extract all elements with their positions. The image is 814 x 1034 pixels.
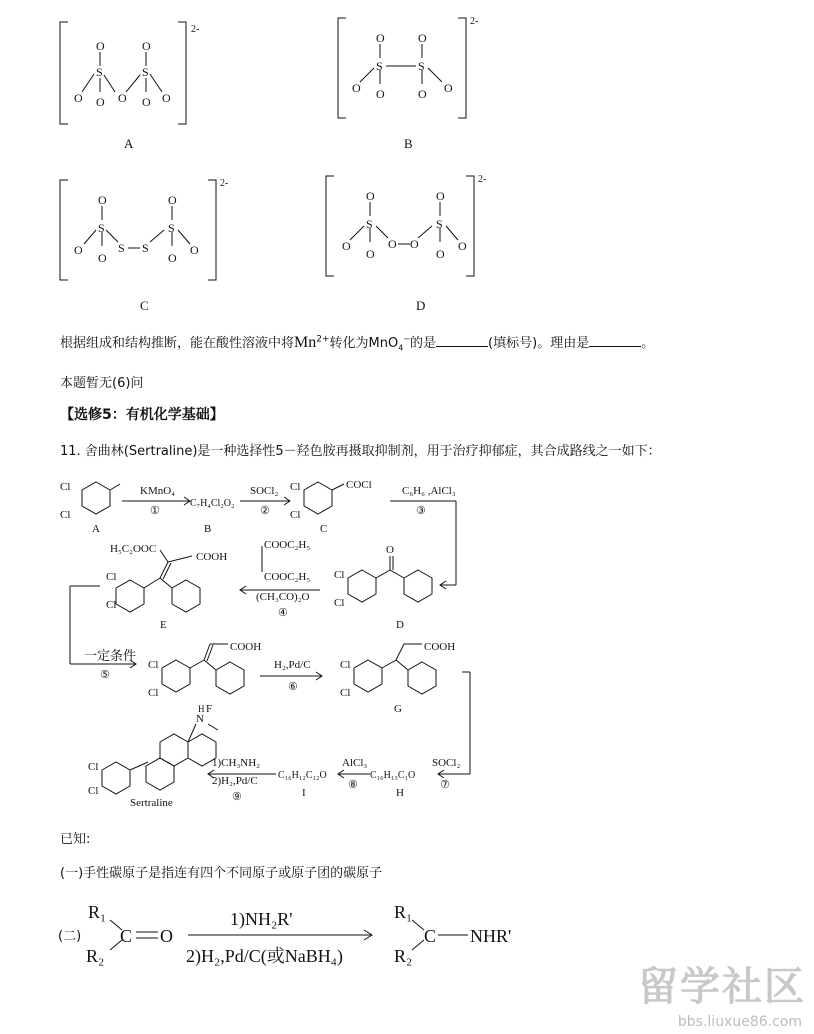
reagent-2: SOCl₂ <box>250 485 279 497</box>
answer-blank-1[interactable] <box>436 334 488 347</box>
label-C: C <box>140 298 149 313</box>
compound-label-B: B <box>204 523 212 535</box>
step-3: ③ <box>416 505 426 517</box>
mn-ion: Mn <box>294 334 317 351</box>
sertraline-label: Sertraline <box>130 797 173 809</box>
step-4: ④ <box>278 607 288 619</box>
compound-label-H: H <box>396 787 404 799</box>
ester-2: COOC₂H₅ <box>264 571 311 583</box>
label-B: B <box>404 136 413 151</box>
reagent-9b: 2)H₂,Pd/C <box>212 775 258 787</box>
question-prefix: 根据组成和结构推断，能在酸性溶液中将 <box>60 336 295 351</box>
cl-label: Cl <box>334 597 345 609</box>
compound-label-I: I <box>302 787 306 799</box>
cl-label: Cl <box>106 571 117 583</box>
atom-O: O <box>444 81 453 95</box>
atom-S: S <box>366 217 373 231</box>
atom-O: O <box>376 31 385 45</box>
atom-O: O <box>74 243 83 257</box>
atom-S: S <box>96 65 103 79</box>
reagent-1: KMnO₄ <box>140 485 176 497</box>
formula-I: C₁₆H₁₂C₁₂O <box>278 770 327 781</box>
ester-1: COOC₂H₅ <box>264 539 311 551</box>
atom-O: O <box>74 91 83 105</box>
atom-O: O <box>190 243 199 257</box>
cl-label: Cl <box>148 659 159 671</box>
atom-O: O <box>388 237 397 251</box>
step-7: ⑦ <box>440 779 450 791</box>
carbonyl-O: O <box>386 544 394 556</box>
ester-E: H₅C₂OOC <box>110 543 157 555</box>
cl-label: Cl <box>340 687 351 699</box>
amine-N: N <box>196 713 204 725</box>
atom-O: O <box>142 95 151 109</box>
section-title: 【选修5：有机化学基础】 <box>60 407 224 423</box>
atom-O: O <box>342 239 351 253</box>
cl-label: Cl <box>290 509 301 521</box>
reagent-3: C₆H₆ ,AlCl₃ <box>402 485 456 497</box>
atom-O: O <box>162 91 171 105</box>
cooh-G: COOH <box>424 641 456 653</box>
step-9: ⑨ <box>232 791 242 803</box>
watermark-logo: 留学社区 <box>638 964 806 1010</box>
structure-B <box>338 18 466 118</box>
note-text: 本题暂无(6)问 <box>60 376 144 391</box>
compound-label-E: E <box>160 619 167 631</box>
r2-group: R₂ <box>86 946 105 966</box>
atom-S: S <box>142 65 149 79</box>
compound-label-C: C <box>320 523 328 535</box>
carbon-C: C <box>120 926 133 946</box>
watermark-url: bbs.liuxue86.com <box>677 1014 802 1030</box>
atom-O: O <box>168 193 177 207</box>
step-1: ① <box>150 505 160 517</box>
cl-label: Cl <box>60 481 71 493</box>
question-line <box>60 332 654 353</box>
atom-O: O <box>168 251 177 265</box>
known-heading: 已知: <box>60 832 91 847</box>
cl-label: Cl <box>60 509 71 521</box>
step-8: ⑧ <box>348 779 358 791</box>
cooh-E: COOH <box>196 551 228 563</box>
atom-O: O <box>98 193 107 207</box>
reagent-7: SOCl₂ <box>432 757 461 769</box>
atom-O: O <box>366 247 375 261</box>
step-6: ⑥ <box>288 681 298 693</box>
answer-blank-2[interactable] <box>589 334 641 347</box>
step-5: ⑤ <box>100 669 110 681</box>
atom-O: O <box>418 87 427 101</box>
atom-O: O <box>96 39 105 53</box>
cooh-F: COOH <box>230 641 262 653</box>
mn-charge: 2+ <box>316 334 330 345</box>
compound-label-A: A <box>92 523 100 535</box>
question-middle: 转化为MnO <box>329 336 399 351</box>
reagent-8: AlCl₃ <box>342 757 368 769</box>
reagent-6: H₂,Pd/C <box>274 659 311 671</box>
atom-O: O <box>142 39 151 53</box>
r1-group: R₁ <box>88 902 107 922</box>
compound-label-F: F <box>206 703 213 715</box>
structure-A <box>60 22 186 124</box>
atom-O: O <box>96 95 105 109</box>
amine-H: H <box>198 704 205 714</box>
structure-C <box>60 180 216 280</box>
question-end: 。 <box>641 336 655 351</box>
r2-group: R₂ <box>394 946 413 966</box>
charge-B: 2- <box>470 16 479 27</box>
oxygen-O: O <box>160 926 173 946</box>
atom-O: O <box>376 87 385 101</box>
known-1: (⼀)手性碳原子是指连有四个不同原子或原子团的碳原子 <box>60 866 383 881</box>
reagent-9a: 1)CH₃NH₂ <box>212 757 261 769</box>
atom-O: O <box>436 247 445 261</box>
charge-D: 2- <box>478 174 487 185</box>
label-A: A <box>124 136 134 151</box>
atom-S: S <box>168 221 175 235</box>
label-D: D <box>416 298 426 313</box>
mno-superscript: − <box>403 334 411 344</box>
r1-group: R₁ <box>394 902 413 922</box>
reagent-5: 一定条件 <box>84 649 137 664</box>
atom-S: S <box>376 59 383 73</box>
atom-O: O <box>98 251 107 265</box>
atom-S: S <box>118 241 125 255</box>
cocl-group: COCl <box>346 479 372 491</box>
cl-label: Cl <box>148 687 159 699</box>
atom-O: O <box>410 237 419 251</box>
known2-tag: (⼆) <box>58 929 82 944</box>
question-suffix2: (填标号)。理由是 <box>488 336 590 351</box>
atom-O: O <box>436 189 445 203</box>
atom-S: S <box>436 217 443 231</box>
question-11: 11. 舍曲林(Sertraline)是一种选择性5－羟色胺再摄取抑制剂，用于治疗抑郁症，其合成路线之一如下： <box>60 444 661 459</box>
charge-C: 2- <box>220 178 229 189</box>
condition-2: 2)H₂,Pd/C(或NaBH₄) <box>186 946 344 966</box>
compound-label-D: D <box>396 619 404 631</box>
question-suffix1: 的是 <box>410 336 437 351</box>
atom-S: S <box>98 221 105 235</box>
step-2: ② <box>260 505 270 517</box>
atom-O: O <box>418 31 427 45</box>
atom-O: O <box>366 189 375 203</box>
reagent-4: (CH₃CO)₂O <box>256 591 310 603</box>
atom-O: O <box>352 81 361 95</box>
cl-label: Cl <box>88 785 99 797</box>
cl-label: Cl <box>106 599 117 611</box>
formula-B: C₇H₄Cl₂O₂ <box>190 498 235 509</box>
compound-label-G: G <box>394 703 402 715</box>
atom-O: O <box>118 91 127 105</box>
charge-A: 2- <box>191 24 200 35</box>
condition-1: 1)NH₂R' <box>230 909 293 929</box>
carbon-C: C <box>424 926 437 946</box>
nhr-group: NHR' <box>470 926 512 946</box>
atom-S: S <box>418 59 425 73</box>
atom-S: S <box>142 241 149 255</box>
cl-label: Cl <box>88 761 99 773</box>
structure-D <box>326 176 474 276</box>
formula-H: C₁₆H₁₃C₁O <box>370 770 416 781</box>
cl-label: Cl <box>334 569 345 581</box>
mno-subscript: 4 <box>398 343 404 353</box>
atom-O: O <box>458 239 467 253</box>
cl-label: Cl <box>340 659 351 671</box>
cl-label: Cl <box>290 481 301 493</box>
